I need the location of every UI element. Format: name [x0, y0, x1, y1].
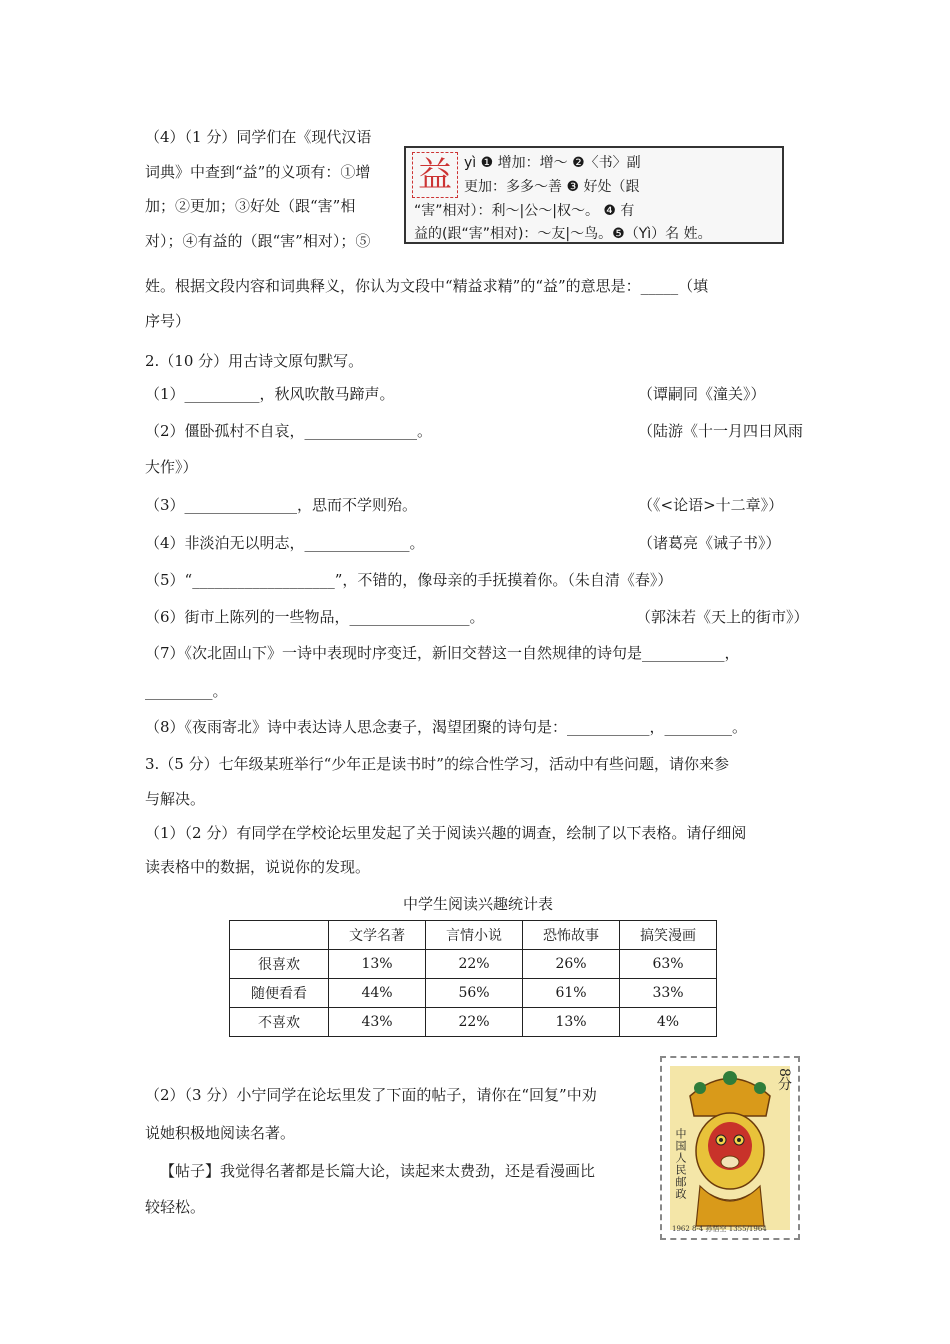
- q3-part2-line2: 说她积极地阅读名著。: [145, 1124, 296, 1142]
- q1-4-line3: 加；②更加；③好处（跟“害”相: [145, 197, 356, 215]
- stamp-value: 8分: [776, 1068, 792, 1091]
- table-row-label: 随便看看: [230, 979, 329, 1008]
- q1-4-line6: 序号）: [145, 312, 191, 330]
- table-header-cell: 搞笑漫画: [620, 921, 717, 950]
- q2-title: 2.（10 分）用古诗文原句默写。: [145, 352, 364, 370]
- table-header-cell: 恐怖故事: [523, 921, 620, 950]
- q3-part2-line1: （2）（3 分）小宁同学在论坛里发了下面的帖子，请你在“回复”中劝: [145, 1086, 597, 1104]
- table-cell: 63%: [620, 950, 717, 979]
- q2-item-6: （6）街市上陈列的一些物品，________________。: [145, 608, 485, 626]
- table-row: [230, 979, 717, 1008]
- table-cell: 26%: [523, 950, 620, 979]
- q3-post-line2: 较轻松。: [145, 1198, 206, 1216]
- table-cell: 22%: [426, 950, 523, 979]
- table-cell: 43%: [329, 1008, 426, 1037]
- stamp-picture: [670, 1066, 790, 1230]
- q2-source-2: （陆游《十一月四日风雨: [638, 422, 804, 440]
- table-row-label: 不喜欢: [230, 1008, 329, 1037]
- q2-source-1: （谭嗣同《潼关》）: [638, 385, 766, 403]
- table-cell: 4%: [620, 1008, 717, 1037]
- q2-source-6: （郭沫若《天上的街市》）: [636, 608, 809, 626]
- q1-4-line4: 对）；④有益的（跟“害”相对）；⑤: [145, 232, 371, 250]
- q2-item-2-cont: 大作》）: [145, 458, 198, 476]
- q1-4-line5: 姓。根据文段内容和词典释义，你认为文段中“精益求精”的“益”的意思是：_____（填: [145, 277, 709, 295]
- q3-part1-line1: （1）（2 分）有同学在学校论坛里发起了关于阅读兴趣的调查，绘制了以下表格。请仔细阅: [145, 824, 747, 842]
- q2-item-4: （4）非淡泊无以明志，______________。: [145, 534, 425, 552]
- dict-row-1: yì ❶ 增加：增～ ❷〈书〉副: [464, 155, 641, 171]
- reading-interest-table: [229, 920, 717, 1037]
- dict-row-4: 益的(跟“害”相对)：～友|～鸟。❺（Yì）名 姓。: [414, 226, 712, 242]
- table-row: [230, 1008, 717, 1037]
- q2-item-3: （3）_______________，思而不学则殆。: [145, 496, 418, 514]
- dict-row-3: “害”相对）：利～|公～|权～。 ❹ 有: [414, 203, 635, 219]
- q2-item-2: （2）僵卧孤村不自哀，_______________。: [145, 422, 433, 440]
- table-cell: 44%: [329, 979, 426, 1008]
- q1-4-line2: 词典》中查到“益”的义项有：①增: [145, 163, 371, 181]
- q2-source-3: （《<论语>十二章》）: [638, 496, 784, 514]
- q3-line2: 与解决。: [145, 790, 206, 808]
- q2-item-8: （8）《夜雨寄北》诗中表达诗人思念妻子，渴望团聚的诗句是：___________，_________。: [145, 718, 748, 736]
- stamp-caption: 1962 8-4 孙悟空 1355/1964: [672, 1225, 767, 1233]
- table-cell: 56%: [426, 979, 523, 1008]
- dict-row-2: 更加：多多～善 ❸ 好处（跟: [464, 179, 640, 195]
- q3-line1: 3.（5 分）七年级某班举行“少年正是读书时”的综合性学习，活动中有些问题，请你来参: [145, 755, 729, 773]
- q3-post-line1: 【帖子】我觉得名著都是长篇大论，读起来太费劲，还是看漫画比: [160, 1162, 596, 1180]
- table-header-cell: [230, 921, 329, 950]
- table-cell: 61%: [523, 979, 620, 1008]
- table-header-cell: 文学名著: [329, 921, 426, 950]
- table-cell: 33%: [620, 979, 717, 1008]
- q3-part1-line2: 读表格中的数据，说说你的发现。: [145, 858, 371, 876]
- q2-item-7: （7）《次北固山下》一诗中表现时序变迁，新旧交替这一自然规律的诗句是___________，: [145, 644, 740, 662]
- table-cell: 13%: [523, 1008, 620, 1037]
- q2-item-5: （5）“___________________”，不错的，像母亲的手抚摸着你。（朱自清《春》）: [145, 571, 673, 589]
- table-row: [230, 950, 717, 979]
- table-header-cell: 言情小说: [426, 921, 523, 950]
- monkey-mask-icon: [670, 1066, 790, 1230]
- q2-item-1: （1）__________，秋风吹散马蹄声。: [145, 385, 395, 403]
- dictionary-headword: 益: [412, 152, 458, 198]
- table-row-label: 很喜欢: [230, 950, 329, 979]
- q2-item-7-cont: _________。: [145, 682, 228, 700]
- dictionary-entry: [404, 146, 784, 244]
- table-header-row: [230, 921, 717, 950]
- stamp-country: 中国人民邮政: [674, 1128, 687, 1200]
- table-cell: 22%: [426, 1008, 523, 1037]
- q1-4-line1: （4）（1 分）同学们在《现代汉语: [145, 128, 372, 146]
- table-cell: 13%: [329, 950, 426, 979]
- q2-source-4: （诸葛亮《诫子书》）: [638, 534, 781, 552]
- table-title: 中学生阅读兴趣统计表: [403, 895, 554, 913]
- monkey-king-stamp: [660, 1056, 800, 1240]
